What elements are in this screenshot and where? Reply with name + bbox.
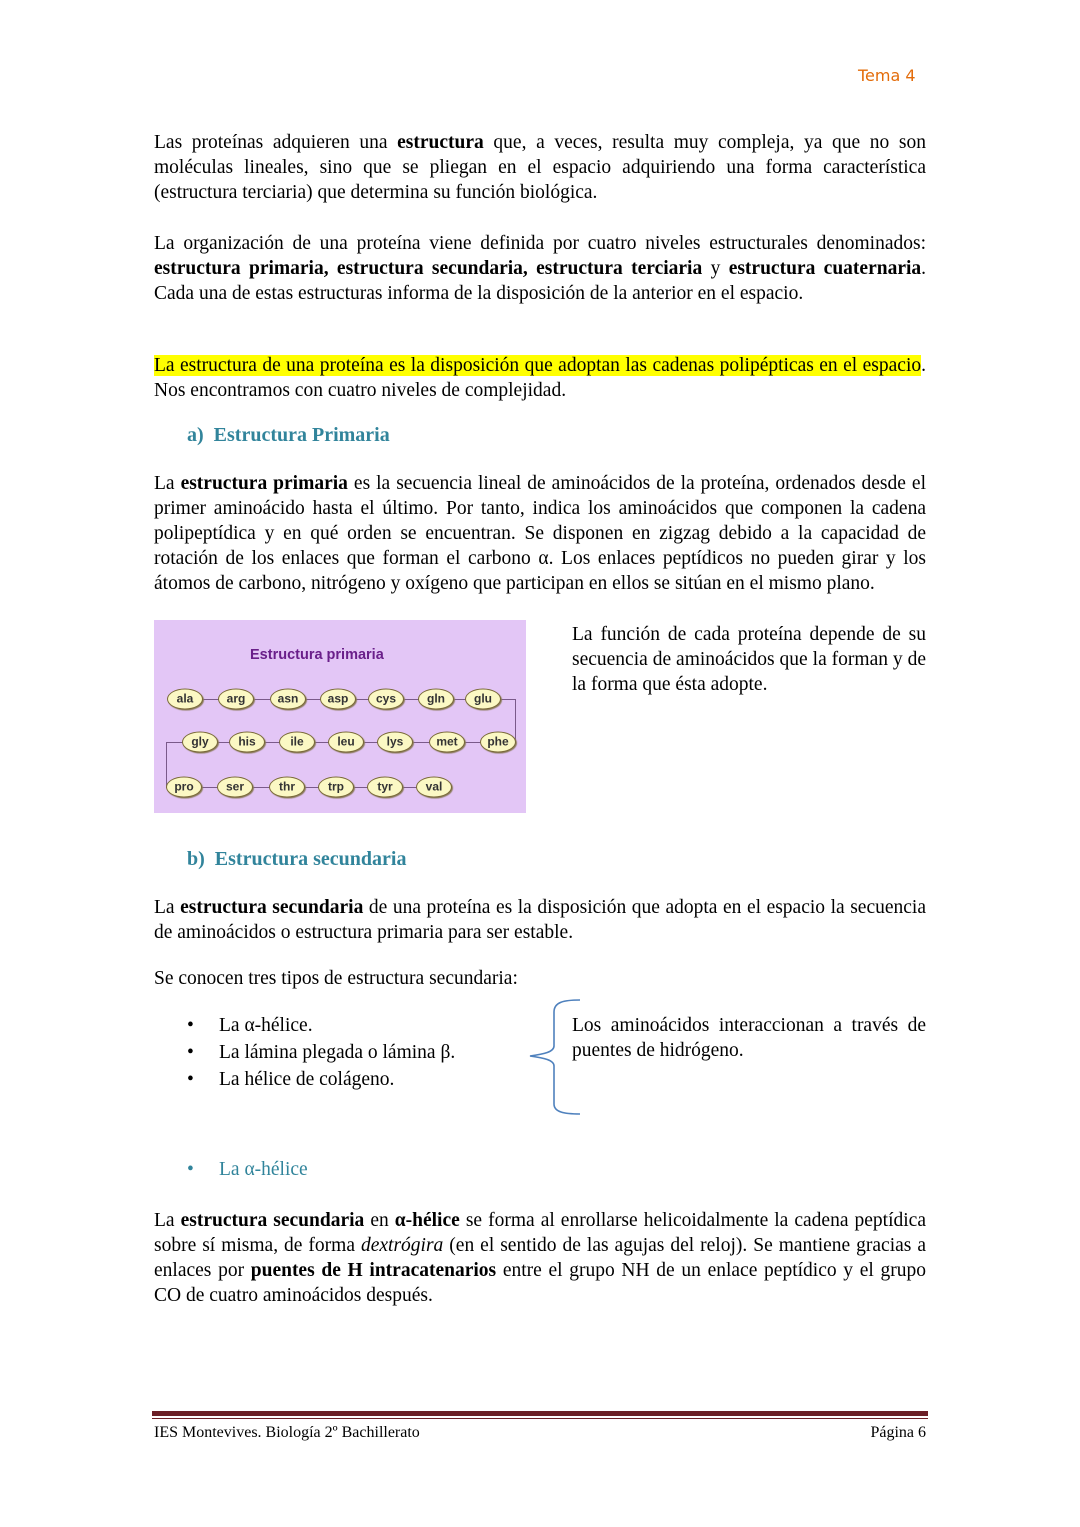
amino-acid-arg: arg bbox=[218, 689, 254, 710]
paragraph-levels bbox=[154, 231, 926, 306]
amino-acid-thr: thr bbox=[269, 777, 305, 798]
footer-rule-thin bbox=[152, 1418, 928, 1419]
paragraph-definition bbox=[154, 353, 926, 403]
text: La organización de una proteína viene definida por cuatro niveles estructurales denominados: bbox=[154, 233, 926, 254]
subsection-title: • La α-hélice bbox=[187, 1156, 308, 1183]
topic-header: Tema 4 bbox=[858, 66, 916, 85]
text: y bbox=[702, 258, 729, 279]
bold-text: puentes de H intracatenarios bbox=[250, 1260, 497, 1281]
amino-acid-leu: leu bbox=[328, 732, 364, 753]
brace-note: Los aminoácidos interaccionan a través de puentes de hidrógeno. bbox=[572, 1015, 926, 1061]
list-item: • La α-hélice. bbox=[187, 1012, 455, 1039]
text: La bbox=[154, 473, 181, 494]
amino-acid-asp: asp bbox=[320, 689, 356, 710]
text: La bbox=[154, 897, 181, 918]
list-item: • La lámina plegada o lámina β. bbox=[187, 1039, 455, 1066]
bold-text: estructura cuaternaria bbox=[728, 258, 922, 279]
text: La bbox=[154, 1210, 181, 1231]
text: . Cada una de estas estructuras informa de la disposición de la anterior en el espacio. bbox=[154, 258, 927, 304]
amino-acid-met: met bbox=[429, 732, 465, 753]
bold-text: estructura secundaria bbox=[180, 897, 364, 918]
text: (en el sentido de las agujas del reloj). Se mantiene gracias a enlaces por bbox=[154, 1235, 926, 1281]
italic-text: dextrógira bbox=[360, 1235, 444, 1256]
section-letter: b) bbox=[187, 848, 205, 870]
bold-text: estructura primaria bbox=[180, 473, 348, 494]
amino-acid-val: val bbox=[416, 777, 452, 798]
section-heading-b bbox=[187, 848, 416, 871]
text: Las proteínas adquieren una bbox=[154, 132, 398, 153]
text: que, a veces, resulta muy compleja, ya que no son moléculas lineales, sino que se pliegan en el espacio adquiriendo una forma característica (estructura terciaria) que determina su función biológica. bbox=[154, 132, 926, 203]
amino-acid-ala: ala bbox=[167, 689, 203, 710]
text: se forma al enrollarse helicoidalmente la cadena peptídica sobre sí misma, de forma bbox=[154, 1210, 926, 1256]
text: entre el grupo NH de un enlace peptídico y el grupo CO de cuatro aminoácidos después. bbox=[154, 1260, 926, 1306]
amino-acid-ser: ser bbox=[217, 777, 253, 798]
footer-rule bbox=[152, 1411, 928, 1416]
primary-structure-figure bbox=[154, 620, 526, 813]
amino-acid-glu: glu bbox=[465, 689, 501, 710]
section-heading-a bbox=[187, 424, 400, 447]
section-letter: a) bbox=[187, 424, 204, 446]
paragraph-alpha-helix bbox=[154, 1208, 926, 1308]
figure-title: Estructura primaria bbox=[250, 647, 384, 663]
secondary-types-list bbox=[187, 1012, 455, 1093]
text: es la secuencia lineal de aminoácidos de la proteína, ordenados desde el primer aminoácido hasta el último. Por tanto, indica los aminoácidos que componen la cadena polipeptídica y en qué orden se encuentran. Se disponen en zigzag debido a la capacidad de rotación de los enlaces que forman el carbono α. Los enlaces peptídicos no pueden girar y los átomos de carbono, nitrógeno y oxígeno que participan en ellos se sitúan en el mismo plano. bbox=[154, 473, 926, 594]
highlighted-text: La estructura de una proteína es la disposición que adoptan las cadenas polipépticas en el espacio bbox=[154, 355, 922, 376]
page-number: Página 6 bbox=[870, 1424, 926, 1441]
amino-acid-gly: gly bbox=[182, 732, 218, 753]
paragraph-primary bbox=[154, 471, 926, 596]
section-title: Estructura secundaria bbox=[214, 848, 407, 870]
footer-school: IES Montevives. Biología 2º Bachillerato bbox=[154, 1424, 420, 1441]
paragraph-intro bbox=[154, 130, 926, 205]
amino-acid-phe: phe bbox=[480, 732, 516, 753]
amino-acid-ile: ile bbox=[279, 732, 315, 753]
amino-acid-his: his bbox=[229, 732, 265, 753]
amino-acid-gln: gln bbox=[418, 689, 454, 710]
paragraph-secondary bbox=[154, 895, 926, 945]
list-item: • La hélice de colágeno. bbox=[187, 1066, 455, 1093]
bold-text: estructura primaria, estructura secundaria, estructura terciaria bbox=[154, 258, 703, 279]
side-note: La función de cada proteína depende de su secuencia de aminoácidos que la forman y de la forma que ésta adopte. bbox=[572, 624, 926, 695]
amino-acid-lys: lys bbox=[377, 732, 413, 753]
text: en bbox=[364, 1210, 395, 1231]
paragraph-types-intro: Se conocen tres tipos de estructura secundaria: bbox=[154, 968, 518, 989]
bold-text: α-hélice bbox=[394, 1210, 460, 1231]
section-title: Estructura Primaria bbox=[213, 424, 390, 446]
amino-acid-pro: pro bbox=[166, 777, 202, 798]
amino-acid-cys: cys bbox=[368, 689, 404, 710]
bold-text: estructura bbox=[397, 132, 484, 153]
subsection-alpha bbox=[187, 1156, 308, 1183]
bold-text: estructura secundaria bbox=[180, 1210, 365, 1231]
text: . Nos encontramos con cuatro niveles de complejidad. bbox=[154, 355, 926, 401]
amino-acid-asn: asn bbox=[270, 689, 306, 710]
text: de una proteína es la disposición que adopta en el espacio la secuencia de aminoácidos o estructura primaria para ser estable. bbox=[154, 897, 926, 943]
amino-acid-trp: trp bbox=[318, 777, 354, 798]
amino-acid-tyr: tyr bbox=[367, 777, 403, 798]
